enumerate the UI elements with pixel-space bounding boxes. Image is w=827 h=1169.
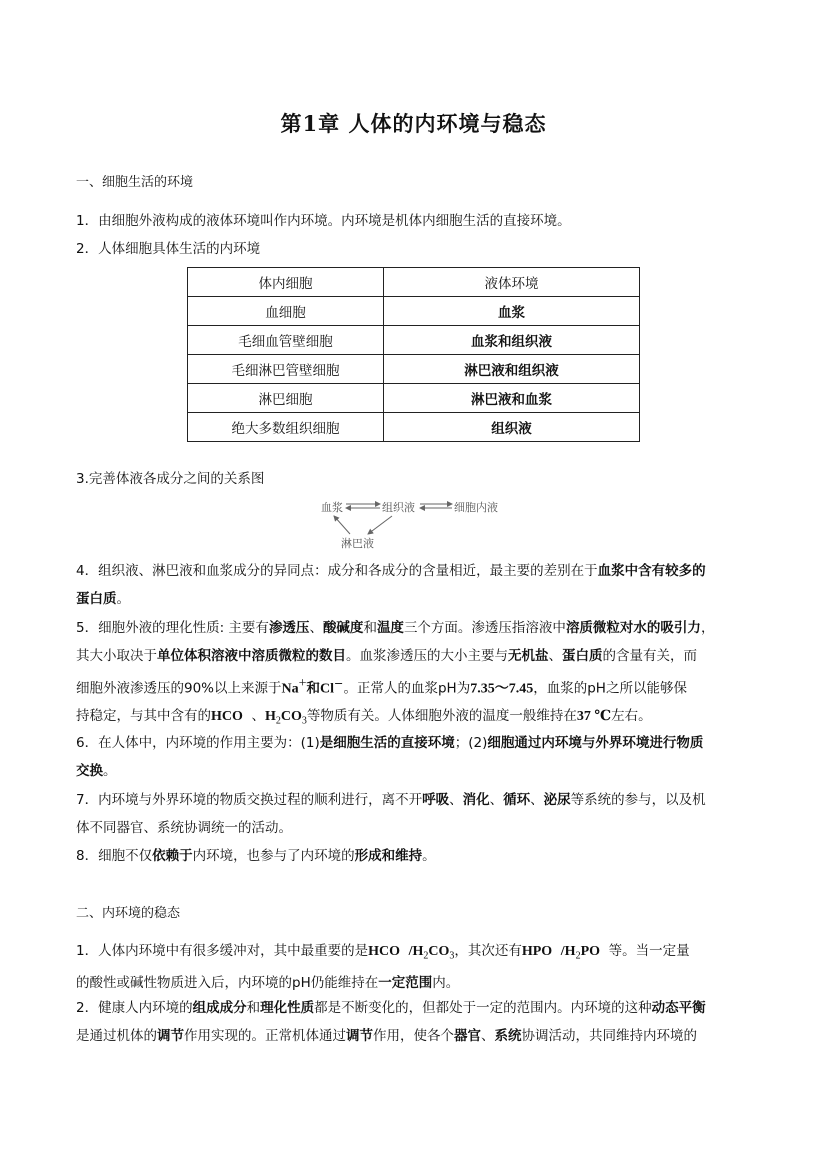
text: 、 [548,647,562,664]
key-term: 器官 [454,1027,481,1044]
s1-item5 [76,615,756,735]
key-term: 单位体积溶液中溶质微粒的数目 [157,647,346,664]
key-term: CO [280,709,302,724]
text: ， [700,620,715,636]
key-term: 血浆中含有较多的 [597,563,706,579]
subscript: 2 [575,950,581,962]
key-term: 细胞通过内环境与外界环境进行物质 [487,735,704,751]
text: 7．内环境与外界环境的物质交换过程的顺利进行，离不开 [76,792,423,808]
table-cell: 淋巴细胞 [188,384,384,413]
key-term: 蛋白质 [562,647,603,664]
key-term: Na [281,681,299,697]
table-row [188,413,640,442]
text: 。 [103,762,117,779]
text: 、 [449,792,463,808]
text: 都是不断变化的，但都处于一定的范围内。内环境的这种 [314,1000,652,1016]
page-title: 第1章 人体的内环境与稳态 [280,111,547,136]
text: 、 [481,1027,495,1044]
text: 内环境，也参与了内环境的 [192,848,355,864]
node-plasma: 血浆 [321,501,343,514]
table-row [188,326,640,355]
superscript: − [334,677,344,690]
section2-heading: 二、内环境的稳态 [76,906,181,921]
text: 。正常人的血浆pH为 [343,680,471,697]
text: 5．细胞外液的理化性质: 主要有 [76,620,269,636]
text: 8．细胞不仅 [76,848,153,864]
key-term: 7.35～7.45 [470,681,534,697]
text: 4．组织液、淋巴液和血浆成分的异同点：成分和各成分的含量相近，最主要的差别在于 [76,563,598,579]
key-term: 37 ℃ [576,709,612,724]
table-row [188,355,640,384]
s1-item4 [76,558,756,613]
body-fluid-diagram [316,494,516,552]
text: 是通过机体的 [76,1027,157,1044]
node-intracellular-fluid: 细胞内液 [454,501,498,514]
text: 。血浆渗透压的大小主要与 [346,647,508,664]
table-row [188,297,640,326]
text: 细胞外液渗透压的90%以上来源于 [76,680,282,697]
environment-table [187,267,640,442]
s1-item3: 3.完善体液各成分之间的关系图 [76,471,265,487]
key-term: 蛋白质 [76,590,117,607]
key-term: /H [560,944,576,959]
subscript: 2 [423,950,429,962]
table-header-cell: 液体环境 [384,268,640,297]
key-term: 泌尿 [543,792,571,808]
arrow-tissue-to-lymph [368,516,392,534]
text: ；(2) [454,735,488,751]
key-term: 渗透压 [268,620,310,636]
key-term: /H [408,944,424,959]
table-cell: 淋巴液和组织液 [384,355,640,384]
key-term: 无机盐 [508,647,549,664]
key-term: H [264,709,276,724]
key-term: 溶质微粒对水的吸引力 [565,620,701,636]
s2-item1 [76,938,756,998]
key-term: 组成成分 [192,1000,247,1016]
table-cell: 血浆 [384,297,640,326]
table-cell: 毛细血管壁细胞 [188,326,384,355]
text: 体不同器官、系统协调统一的活动。 [76,819,292,836]
text: 和 [363,620,377,636]
text: 。 [116,590,130,607]
table-cell: 血细胞 [188,297,384,326]
text: 协调活动，共同维持内环境的 [521,1027,697,1044]
text: 和 [246,1000,261,1016]
text: 左右。 [611,708,652,724]
table-cell: 毛细淋巴管壁细胞 [188,355,384,384]
text: ，血浆的pH之所以能够保 [533,680,687,697]
text: 。 [422,848,436,864]
key-term: CO [428,944,450,959]
s1-item6 [76,730,756,785]
key-term: 理化性质 [260,1000,315,1016]
table-header-cell: 体内细胞 [188,268,384,297]
text: 的酸性或碱性物质进入后，内环境的pH仍能维持在 [76,975,379,992]
s1-item8 [76,843,756,871]
key-term: 酸碱度 [322,620,364,636]
s1-item2: 2．人体细胞具体生活的内环境 [76,241,261,257]
key-term: HPO [521,944,553,959]
key-term: 调节 [157,1027,184,1044]
table-cell: 淋巴液和血浆 [384,384,640,413]
subscript: 3 [449,950,455,962]
key-term: Cl [320,681,335,697]
text: 等物质有关。人体细胞外液的温度一般维持在 [306,708,577,724]
text: 作用，使各个 [373,1027,454,1044]
superscript: + [298,676,307,691]
text: 等。当一定量 [608,943,690,959]
key-term: 是细胞生活的直接环境 [319,735,455,751]
text: 、 [530,792,544,808]
key-term: 调节 [346,1027,373,1044]
text: 内。 [432,975,460,992]
text: ，其次还有 [454,943,522,959]
text: 、 [489,792,504,808]
key-term: 形成和维持 [354,848,423,864]
table-header-row [188,268,640,297]
key-term: 循环 [503,792,531,808]
text: 、 [251,708,265,724]
key-term: 消化 [462,792,490,808]
key-term: 和 [306,680,321,697]
text: 6．在人体中，内环境的作用主要为：(1) [76,735,320,751]
text: 、 [309,620,323,636]
section1-heading: 一、细胞生活的环境 [76,175,194,190]
key-term: 温度 [376,620,404,636]
key-term: 交换 [76,762,103,779]
key-term: 依赖于 [152,848,193,864]
table-cell: 血浆和组织液 [384,326,640,355]
text: 1．人体内环境中有很多缓冲对，其中最重要的是 [76,943,369,959]
subscript: 2 [275,715,281,727]
text: 三个方面。渗透压指溶液中 [403,620,566,636]
table-cell: 绝大多数组织细胞 [188,413,384,442]
key-term: PO [580,944,601,959]
key-term: HCO [368,944,400,959]
text: 的含量有关，而 [602,647,697,664]
text: 持稳定，与其中含有的 [76,708,211,724]
s1-item7 [76,787,756,842]
text: 等系统的参与，以及机 [570,792,706,808]
text: 其大小取决于 [76,647,157,664]
text: 作用实现的。正常机体通过 [184,1027,346,1044]
node-tissue-fluid: 组织液 [382,501,415,514]
key-term: 系统 [494,1027,522,1044]
subscript: 3 [301,715,307,727]
key-term: 一定范围 [378,975,433,992]
arrow-lymph-to-plasma [334,516,350,534]
node-lymph: 淋巴液 [341,537,374,550]
s1-item1: 1．由细胞外液构成的液体环境叫作内环境。内环境是机体内细胞生活的直接环境。 [76,213,571,229]
table-row [188,384,640,413]
table-cell: 组织液 [384,413,640,442]
key-term: 动态平衡 [651,1000,706,1016]
s2-item2 [76,995,756,1050]
key-term: 呼吸 [422,792,450,808]
key-term: HCO [211,709,243,724]
text: 2．健康人内环境的 [76,1000,193,1016]
